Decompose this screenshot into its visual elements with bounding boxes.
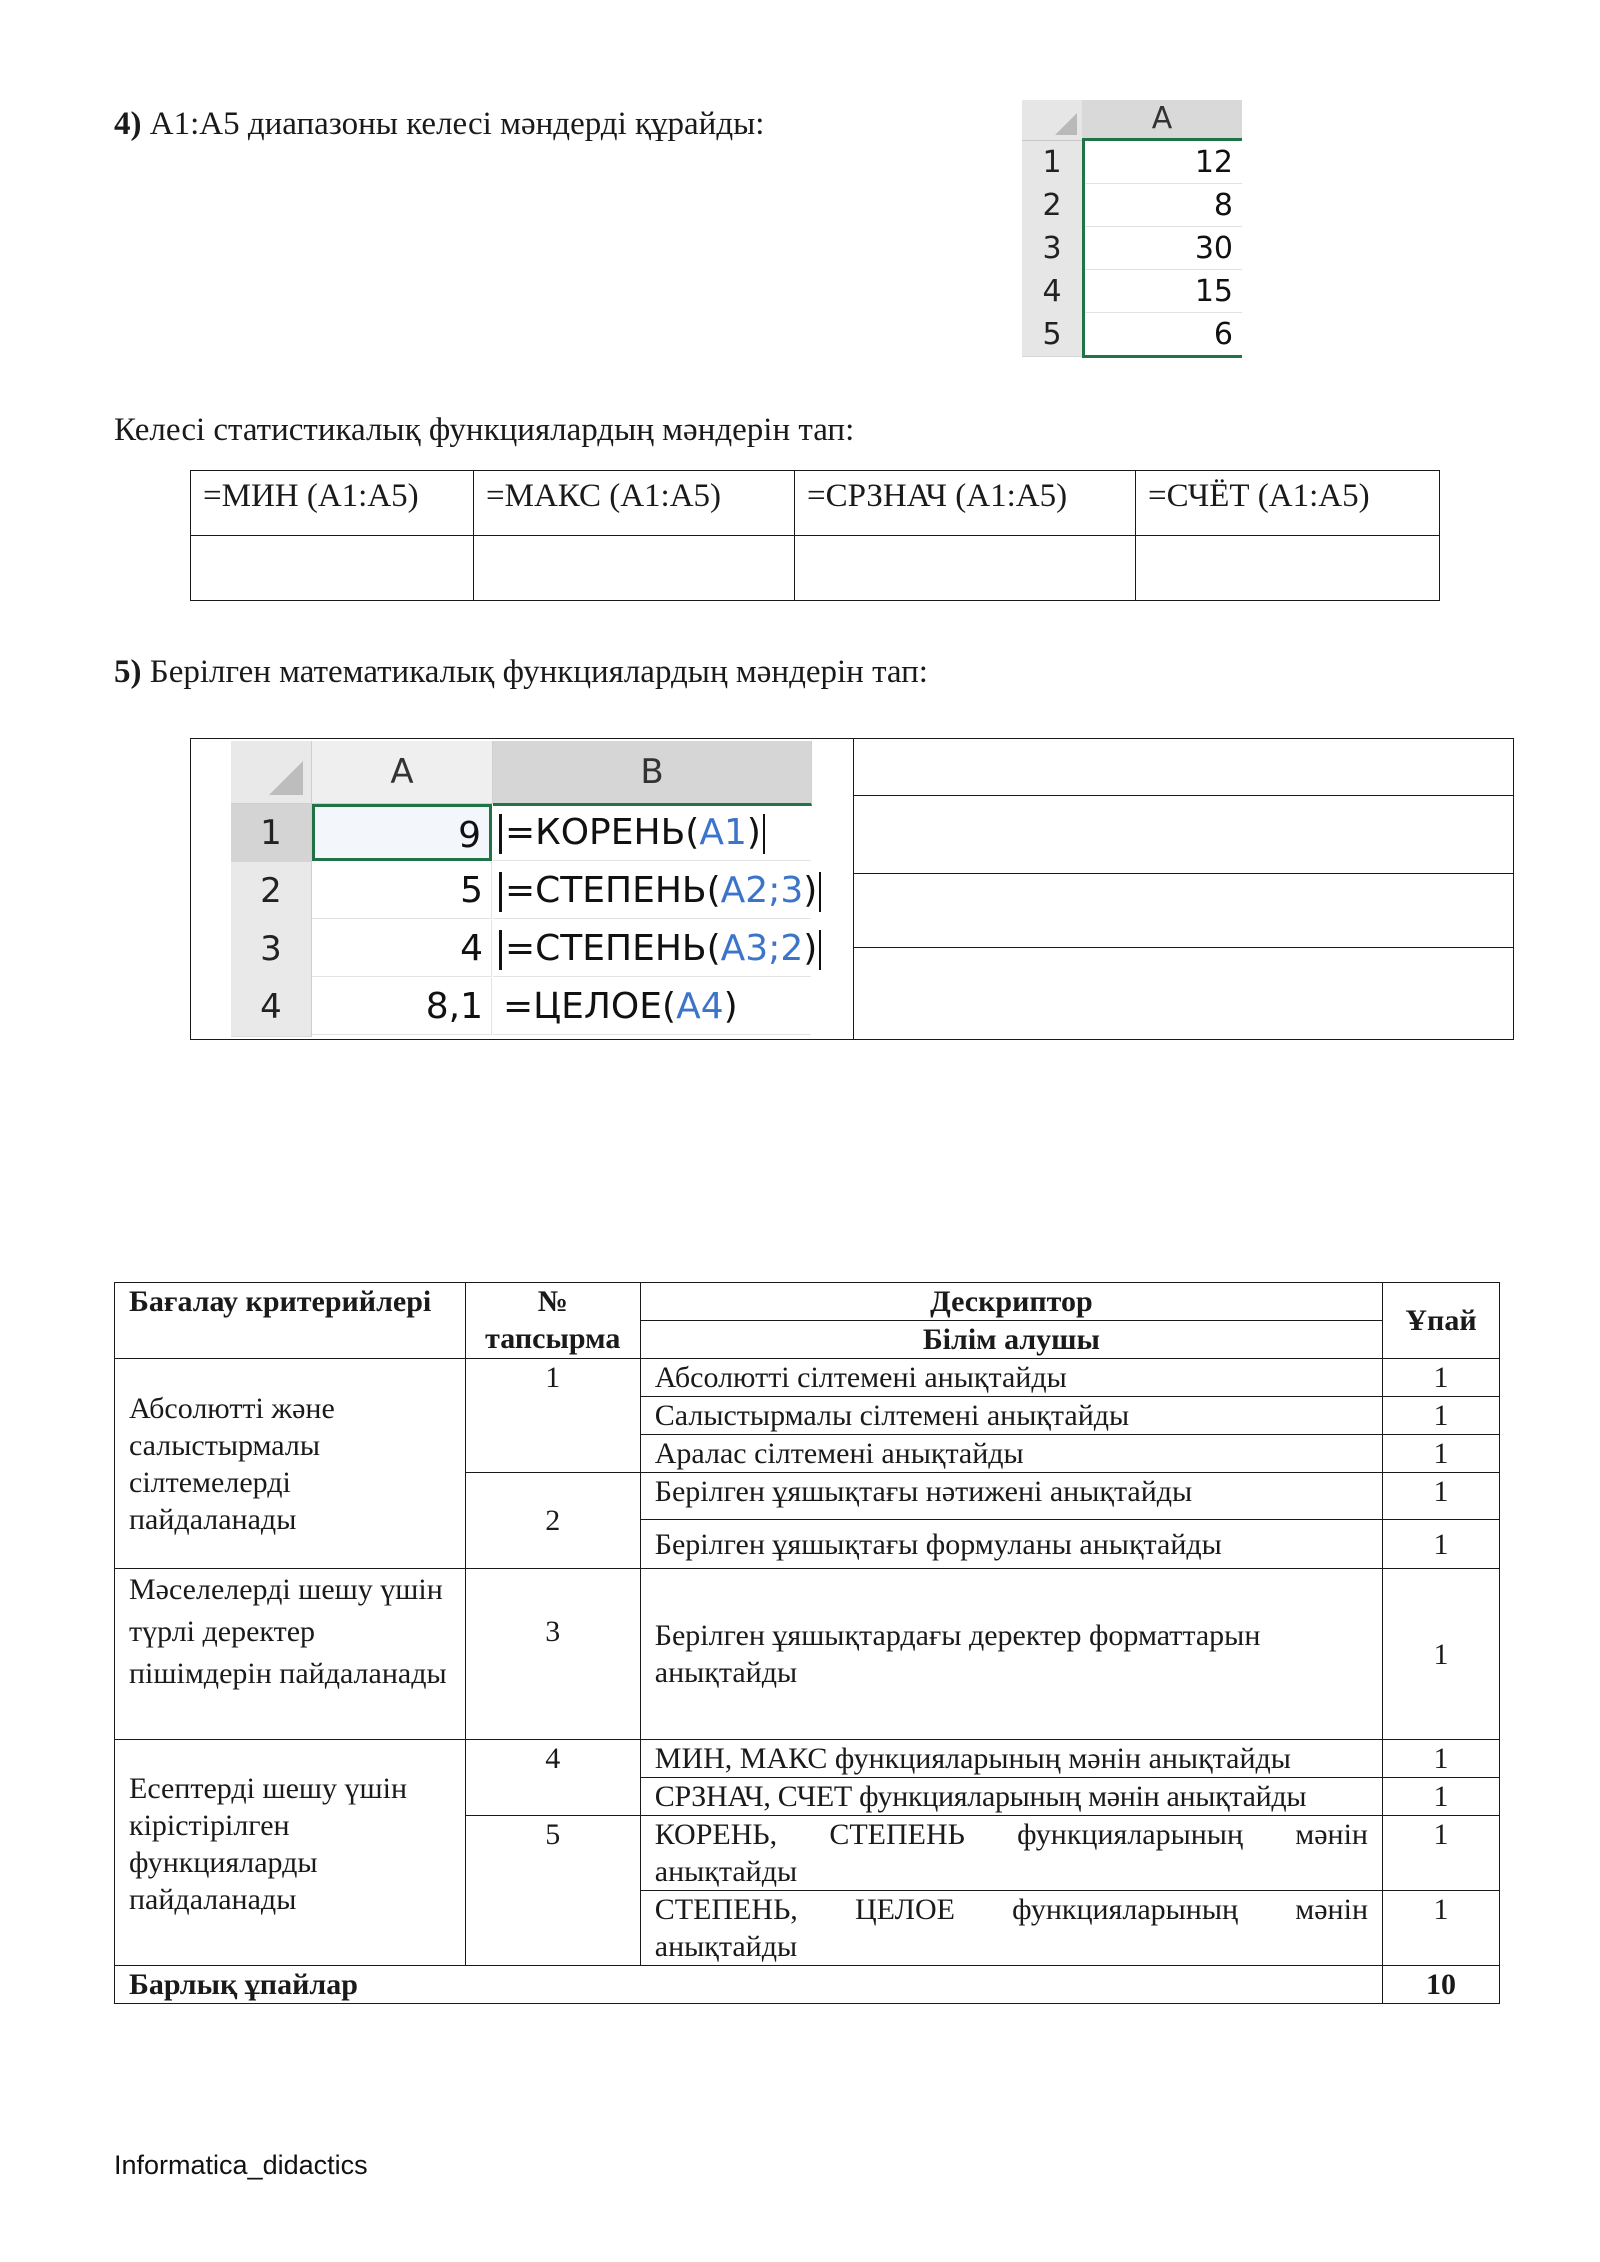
select-all-corner [1022, 100, 1083, 141]
row-number: 4 [231, 978, 312, 1037]
task-number-cell: 1 [465, 1359, 640, 1473]
rubric-header-row [115, 1283, 1500, 1321]
descriptor-cell: СРЗНАЧ, СЧЕТ функцияларының мәнін анықтайды [640, 1778, 1382, 1816]
row-number: 5 [1022, 313, 1083, 357]
sheet-row [231, 862, 818, 920]
statistics-answer-table [190, 470, 1440, 601]
selection-bottom-border [1082, 355, 1242, 358]
points-cell: 1 [1383, 1778, 1500, 1816]
points-cell: 1 [1383, 1359, 1500, 1397]
text-cursor [819, 872, 821, 912]
task4-heading [114, 104, 764, 144]
criterion-cell: Есептерді шешу үшін кірістірілген функцияларды пайдаланады [115, 1740, 466, 1966]
total-row [115, 1966, 1500, 2004]
criterion-cell: Абсолютті және салыстырмалы сілтемелерді пайдаланады [115, 1359, 466, 1569]
cell-b-formula [493, 804, 811, 861]
cell-value: 8 [1083, 184, 1242, 227]
criterion-cell: Мәселелерді шешу үшін түрлі деректер пішімдерін пайдаланады [115, 1569, 466, 1740]
answer-cell[interactable] [853, 947, 1514, 1040]
cell-a-value: 8,1 [312, 978, 492, 1035]
task5-text: Берілген математикалық функциялардың мәндерін тап: [149, 654, 928, 690]
points-cell: 1 [1383, 1569, 1500, 1740]
answer-cell[interactable] [474, 536, 795, 601]
row-number: 1 [1022, 141, 1083, 185]
sheet-row [1022, 184, 1242, 227]
total-label: Барлық ұпайлар [115, 1966, 1383, 2004]
header-points: Ұпай [1383, 1283, 1500, 1359]
descriptor-cell: Берілген ұяшықтағы формуланы анықтайды [640, 1520, 1382, 1569]
function-average: =СРЗНАЧ (А1:А5) [795, 471, 1136, 536]
rubric-row [115, 1569, 1500, 1740]
cell-value: 12 [1083, 141, 1242, 184]
sheet-row [231, 804, 811, 862]
header-descriptor: Дескриптор [640, 1283, 1382, 1321]
formula-function: =ЦЕЛОЕ( [503, 986, 677, 1027]
formula-reference: A3;2 [720, 928, 804, 969]
range-a1-a5-snapshot [1022, 100, 1242, 362]
sheet-row [1022, 270, 1242, 313]
cell-a-value: 5 [312, 862, 492, 919]
descriptor-cell: Абсолютті сілтемені анықтайды [640, 1359, 1382, 1397]
answer-cell[interactable] [1136, 536, 1440, 601]
total-points: 10 [1383, 1966, 1500, 2004]
function-max: =МАКС (А1:А5) [474, 471, 795, 536]
points-cell: 1 [1383, 1891, 1500, 1966]
answer-cell[interactable] [853, 739, 1514, 795]
rubric-row [115, 1740, 1500, 1778]
header-task-number [465, 1283, 640, 1359]
points-cell: 1 [1383, 1473, 1500, 1520]
descriptor-cell: МИН, МАКС функцияларының мәнін анықтайды [640, 1740, 1382, 1778]
cell-b-formula [493, 920, 818, 977]
cell-b-formula [493, 862, 818, 919]
header-learner: Білім алушы [640, 1321, 1382, 1359]
task-number-cell: 4 [465, 1740, 640, 1816]
points-cell: 1 [1383, 1435, 1500, 1473]
row-number: 2 [1022, 184, 1083, 228]
task5-number: 5) [114, 654, 142, 690]
task-number-cell: 5 [465, 1816, 640, 1966]
points-cell: 1 [1383, 1740, 1500, 1778]
task4-number: 4) [114, 106, 142, 142]
assessment-rubric-table [114, 1282, 1500, 2004]
column-header-a: A [312, 741, 493, 804]
select-all-corner [231, 741, 312, 804]
sheet-row [231, 978, 811, 1036]
row-number: 3 [1022, 227, 1083, 271]
rubric-row [115, 1359, 1500, 1397]
sheet-row [231, 920, 818, 978]
column-header-a: A [1082, 100, 1242, 141]
header-task-number-line2: тапсырма [485, 1322, 621, 1355]
formula-reference: A4 [676, 986, 724, 1027]
answer-cell[interactable] [853, 795, 1514, 874]
formula-close: ) [803, 928, 818, 969]
function-count: =СЧЁТ (А1:А5) [1136, 471, 1440, 536]
cell-b-formula [493, 978, 811, 1035]
function-min: =МИН (А1:А5) [191, 471, 474, 536]
text-cursor [763, 814, 765, 854]
sheet-row [1022, 141, 1242, 184]
selection-border [1082, 140, 1085, 357]
edit-cursor [499, 930, 502, 970]
edit-cursor [499, 872, 502, 912]
answer-cell[interactable] [191, 536, 474, 601]
descriptor-cell: Салыстырмалы сілтемені анықтайды [640, 1397, 1382, 1435]
task-number-cell: 3 [465, 1569, 640, 1740]
row-number: 2 [231, 862, 312, 921]
formula-function: =КОРЕНЬ( [505, 812, 700, 853]
task4-instruction: Келесі статистикалық функциялардың мәндерін тап: [114, 412, 855, 448]
header-criteria: Бағалау критерийлері [115, 1283, 466, 1359]
sheet-row [1022, 313, 1242, 356]
formula-close: ) [746, 812, 761, 853]
formula-close: ) [723, 986, 738, 1027]
cell-value: 6 [1083, 313, 1242, 356]
functions-row [191, 471, 1440, 536]
formula-close: ) [803, 870, 818, 911]
formula-function: =СТЕПЕНЬ( [505, 870, 721, 911]
task-number-cell: 2 [465, 1473, 640, 1569]
row-number: 3 [231, 920, 312, 979]
math-functions-snapshot [231, 741, 818, 1037]
task4-text: А1:А5 диапазоны келесі мәндерді құрайды: [149, 106, 765, 142]
sheet-row [1022, 227, 1242, 270]
cell-value: 15 [1083, 270, 1242, 313]
task5-heading [114, 652, 928, 692]
answers-row [191, 536, 1440, 601]
column-header-b: B [493, 741, 812, 806]
points-cell: 1 [1383, 1816, 1500, 1891]
formula-reference: A2;3 [720, 870, 804, 911]
formula-function: =СТЕПЕНЬ( [505, 928, 721, 969]
edit-cursor [499, 814, 502, 854]
descriptor-cell: КОРЕНЬ, СТЕПЕНЬ функцияларының мәнін анықтайды [640, 1816, 1382, 1891]
math-functions-frame [190, 738, 1514, 1040]
points-cell: 1 [1383, 1520, 1500, 1569]
cell-a-value: 4 [312, 920, 492, 977]
footer-text: Informatica_didactics [114, 2150, 368, 2180]
descriptor-cell: Берілген ұяшықтардағы деректер форматтарын анықтайды [640, 1569, 1382, 1740]
header-task-number-line1: № [537, 1285, 568, 1318]
formula-reference: A1 [699, 812, 747, 853]
row-number: 4 [1022, 270, 1083, 314]
cell-a-value: 9 [312, 804, 492, 861]
row-number: 1 [231, 804, 312, 863]
text-cursor [819, 930, 821, 970]
cell-value: 30 [1083, 227, 1242, 270]
points-cell: 1 [1383, 1397, 1500, 1435]
answer-cell[interactable] [853, 873, 1514, 948]
descriptor-cell: Берілген ұяшықтағы нәтижені анықтайды [640, 1473, 1382, 1520]
descriptor-cell: Аралас сілтемені анықтайды [640, 1435, 1382, 1473]
answer-cell[interactable] [795, 536, 1136, 601]
descriptor-cell: СТЕПЕНЬ, ЦЕЛОЕ функцияларының мәнін анықтайды [640, 1891, 1382, 1966]
